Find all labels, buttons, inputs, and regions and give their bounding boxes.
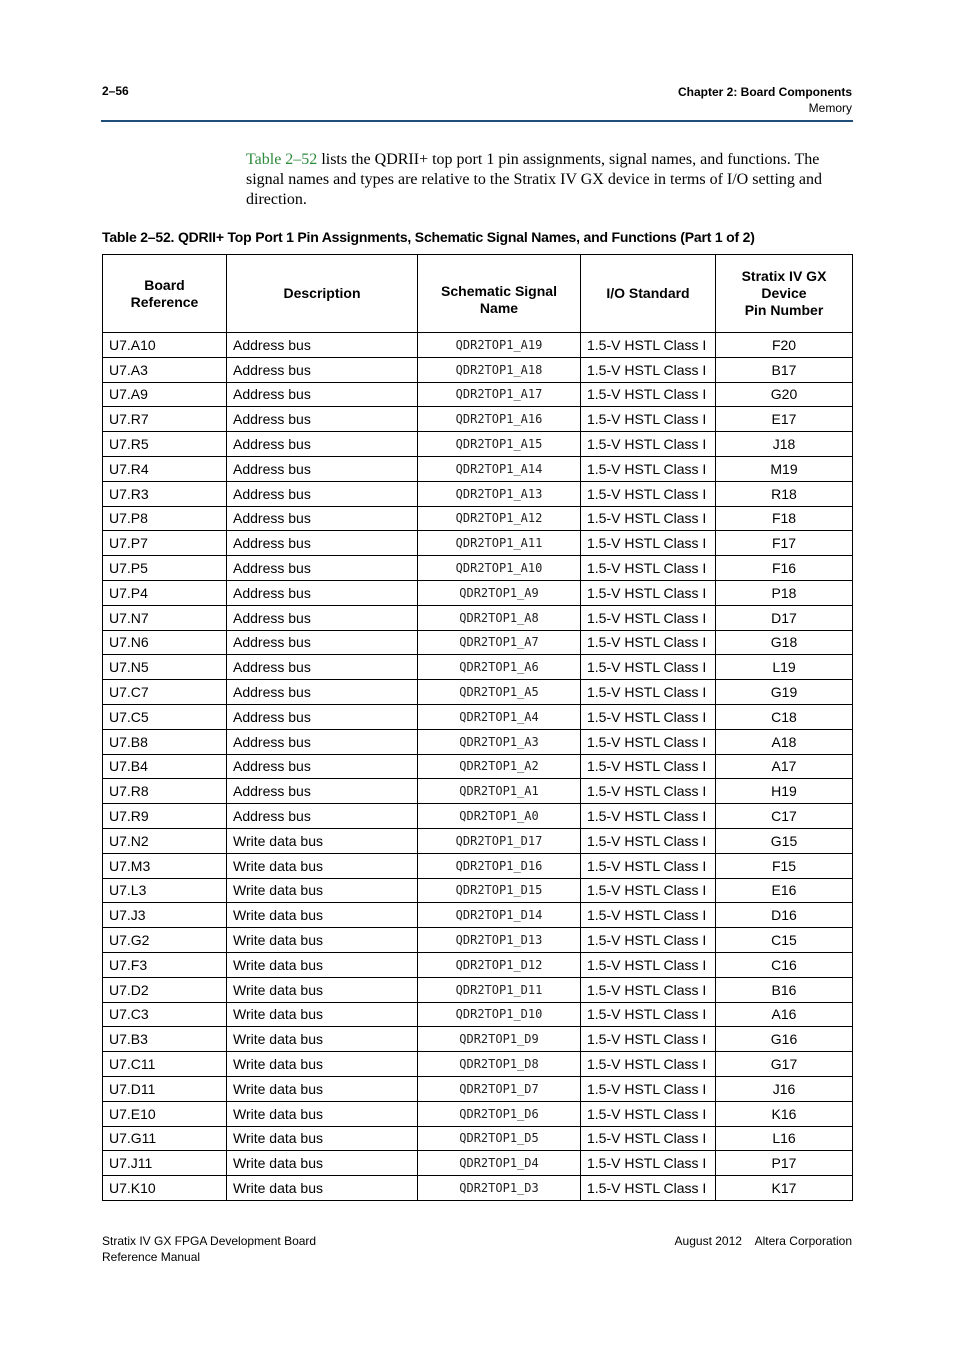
pin-number-cell: R18	[716, 481, 853, 506]
pin-number-cell: H19	[716, 779, 853, 804]
pin-number-cell: E17	[716, 407, 853, 432]
description-cell: Address bus	[227, 333, 418, 358]
io-standard-cell: 1.5-V HSTL Class I	[581, 580, 716, 605]
table-row	[103, 531, 853, 556]
table-row	[103, 729, 853, 754]
board-reference-cell: U7.R4	[103, 456, 227, 481]
table-row	[103, 878, 853, 903]
board-reference-cell: U7.D11	[103, 1076, 227, 1101]
pin-number-cell: C15	[716, 928, 853, 953]
signal-name-cell: QDR2TOP1_A4	[418, 704, 581, 729]
chapter-title: Chapter 2: Board Components	[677, 85, 852, 99]
description-cell: Write data bus	[227, 1126, 418, 1151]
pin-number-cell: C18	[716, 704, 853, 729]
table-row	[103, 1076, 853, 1101]
description-cell: Address bus	[227, 382, 418, 407]
io-standard-cell: 1.5-V HSTL Class I	[581, 903, 716, 928]
description-cell: Write data bus	[227, 1151, 418, 1176]
description-cell: Write data bus	[227, 952, 418, 977]
footer-date-company: August 2012 Altera Corporation	[674, 1234, 852, 1248]
pin-number-cell: A16	[716, 1002, 853, 1027]
table-row	[103, 680, 853, 705]
col-header-description: Description	[227, 255, 418, 333]
table-row	[103, 1126, 853, 1151]
pin-number-cell: A17	[716, 754, 853, 779]
io-standard-cell: 1.5-V HSTL Class I	[581, 977, 716, 1002]
intro-paragraph	[246, 150, 856, 210]
pin-number-cell: F15	[716, 853, 853, 878]
io-standard-cell: 1.5-V HSTL Class I	[581, 680, 716, 705]
table-row	[103, 481, 853, 506]
board-reference-cell: U7.D2	[103, 977, 227, 1002]
board-reference-cell: U7.N6	[103, 630, 227, 655]
board-reference-cell: U7.R8	[103, 779, 227, 804]
io-standard-cell: 1.5-V HSTL Class I	[581, 531, 716, 556]
col-header-board-reference: Board Reference	[103, 255, 227, 333]
pin-number-cell: G19	[716, 680, 853, 705]
io-standard-cell: 1.5-V HSTL Class I	[581, 729, 716, 754]
table-row	[103, 382, 853, 407]
io-standard-cell: 1.5-V HSTL Class I	[581, 704, 716, 729]
board-reference-cell: U7.C3	[103, 1002, 227, 1027]
table-row	[103, 853, 853, 878]
io-standard-cell: 1.5-V HSTL Class I	[581, 1151, 716, 1176]
description-cell: Write data bus	[227, 903, 418, 928]
description-cell: Write data bus	[227, 928, 418, 953]
board-reference-cell: U7.R5	[103, 432, 227, 457]
io-standard-cell: 1.5-V HSTL Class I	[581, 506, 716, 531]
signal-name-cell: QDR2TOP1_A10	[418, 556, 581, 581]
description-cell: Write data bus	[227, 1076, 418, 1101]
table-row	[103, 432, 853, 457]
table-body	[103, 333, 853, 1201]
pin-number-cell: J18	[716, 432, 853, 457]
table-row	[103, 357, 853, 382]
pin-number-cell: G18	[716, 630, 853, 655]
pin-number-cell: K17	[716, 1176, 853, 1201]
pin-number-cell: B17	[716, 357, 853, 382]
board-reference-cell: U7.L3	[103, 878, 227, 903]
signal-name-cell: QDR2TOP1_A17	[418, 382, 581, 407]
board-reference-cell: U7.P8	[103, 506, 227, 531]
board-reference-cell: U7.A10	[103, 333, 227, 358]
signal-name-cell: QDR2TOP1_A12	[418, 506, 581, 531]
io-standard-cell: 1.5-V HSTL Class I	[581, 952, 716, 977]
signal-name-cell: QDR2TOP1_A15	[418, 432, 581, 457]
table-row	[103, 1027, 853, 1052]
page-number: 2–56	[102, 84, 129, 98]
header-rule	[101, 120, 853, 122]
description-cell: Address bus	[227, 531, 418, 556]
signal-name-cell: QDR2TOP1_A6	[418, 655, 581, 680]
description-cell: Write data bus	[227, 1027, 418, 1052]
signal-name-cell: QDR2TOP1_A0	[418, 804, 581, 829]
description-cell: Address bus	[227, 506, 418, 531]
table-row	[103, 556, 853, 581]
pin-number-cell: P18	[716, 580, 853, 605]
signal-name-cell: QDR2TOP1_D15	[418, 878, 581, 903]
board-reference-cell: U7.C11	[103, 1052, 227, 1077]
board-reference-cell: U7.M3	[103, 853, 227, 878]
signal-name-cell: QDR2TOP1_D6	[418, 1101, 581, 1126]
table-row	[103, 977, 853, 1002]
board-reference-cell: U7.C5	[103, 704, 227, 729]
signal-name-cell: QDR2TOP1_A16	[418, 407, 581, 432]
description-cell: Address bus	[227, 481, 418, 506]
pin-number-cell: B16	[716, 977, 853, 1002]
table-row	[103, 704, 853, 729]
board-reference-cell: U7.R3	[103, 481, 227, 506]
description-cell: Write data bus	[227, 1176, 418, 1201]
signal-name-cell: QDR2TOP1_D4	[418, 1151, 581, 1176]
board-reference-cell: U7.J3	[103, 903, 227, 928]
pin-number-cell: P17	[716, 1151, 853, 1176]
io-standard-cell: 1.5-V HSTL Class I	[581, 407, 716, 432]
description-cell: Address bus	[227, 779, 418, 804]
signal-name-cell: QDR2TOP1_A3	[418, 729, 581, 754]
pin-number-cell: L16	[716, 1126, 853, 1151]
io-standard-cell: 1.5-V HSTL Class I	[581, 1126, 716, 1151]
io-standard-cell: 1.5-V HSTL Class I	[581, 1002, 716, 1027]
table-row	[103, 804, 853, 829]
board-reference-cell: U7.G11	[103, 1126, 227, 1151]
io-standard-cell: 1.5-V HSTL Class I	[581, 1052, 716, 1077]
pin-number-cell: C17	[716, 804, 853, 829]
board-reference-cell: U7.F3	[103, 952, 227, 977]
description-cell: Address bus	[227, 357, 418, 382]
io-standard-cell: 1.5-V HSTL Class I	[581, 357, 716, 382]
signal-name-cell: QDR2TOP1_D14	[418, 903, 581, 928]
description-cell: Address bus	[227, 456, 418, 481]
description-cell: Address bus	[227, 432, 418, 457]
table-cross-reference-link[interactable]: Table 2–52	[246, 151, 318, 168]
signal-name-cell: QDR2TOP1_D12	[418, 952, 581, 977]
table-row	[103, 1176, 853, 1201]
signal-name-cell: QDR2TOP1_D7	[418, 1076, 581, 1101]
description-cell: Address bus	[227, 407, 418, 432]
board-reference-cell: U7.A3	[103, 357, 227, 382]
io-standard-cell: 1.5-V HSTL Class I	[581, 333, 716, 358]
signal-name-cell: QDR2TOP1_A13	[418, 481, 581, 506]
table-row	[103, 506, 853, 531]
pin-assignment-table	[102, 254, 853, 1201]
signal-name-cell: QDR2TOP1_D3	[418, 1176, 581, 1201]
io-standard-cell: 1.5-V HSTL Class I	[581, 432, 716, 457]
description-cell: Address bus	[227, 680, 418, 705]
table-row	[103, 580, 853, 605]
board-reference-cell: U7.B4	[103, 754, 227, 779]
running-header	[678, 84, 852, 116]
signal-name-cell: QDR2TOP1_D16	[418, 853, 581, 878]
board-reference-cell: U7.R7	[103, 407, 227, 432]
pin-number-cell: G16	[716, 1027, 853, 1052]
board-reference-cell: U7.A9	[103, 382, 227, 407]
section-title: Memory	[808, 101, 852, 115]
pin-number-cell: E16	[716, 878, 853, 903]
table-caption: Table 2–52. QDRII+ Top Port 1 Pin Assignments, Schematic Signal Names, and Functions (Part 1 of 2)	[102, 229, 755, 245]
signal-name-cell: QDR2TOP1_D8	[418, 1052, 581, 1077]
board-reference-cell: U7.P4	[103, 580, 227, 605]
board-reference-cell: U7.N5	[103, 655, 227, 680]
description-cell: Write data bus	[227, 1052, 418, 1077]
description-cell: Write data bus	[227, 853, 418, 878]
io-standard-cell: 1.5-V HSTL Class I	[581, 779, 716, 804]
description-cell: Write data bus	[227, 828, 418, 853]
table-row	[103, 1151, 853, 1176]
signal-name-cell: QDR2TOP1_D17	[418, 828, 581, 853]
pin-number-cell: M19	[716, 456, 853, 481]
table-row	[103, 952, 853, 977]
table-row	[103, 655, 853, 680]
description-cell: Address bus	[227, 556, 418, 581]
description-cell: Address bus	[227, 754, 418, 779]
pin-number-cell: G15	[716, 828, 853, 853]
io-standard-cell: 1.5-V HSTL Class I	[581, 456, 716, 481]
signal-name-cell: QDR2TOP1_A5	[418, 680, 581, 705]
io-standard-cell: 1.5-V HSTL Class I	[581, 1176, 716, 1201]
pin-number-cell: F16	[716, 556, 853, 581]
description-cell: Address bus	[227, 630, 418, 655]
board-reference-cell: U7.P5	[103, 556, 227, 581]
table-row	[103, 828, 853, 853]
table-header-row	[103, 255, 853, 333]
io-standard-cell: 1.5-V HSTL Class I	[581, 655, 716, 680]
pin-number-cell: G20	[716, 382, 853, 407]
col-header-io-standard: I/O Standard	[581, 255, 716, 333]
io-standard-cell: 1.5-V HSTL Class I	[581, 878, 716, 903]
signal-name-cell: QDR2TOP1_A2	[418, 754, 581, 779]
signal-name-cell: QDR2TOP1_A9	[418, 580, 581, 605]
table-row	[103, 1052, 853, 1077]
pin-number-cell: K16	[716, 1101, 853, 1126]
footer-document-title	[102, 1233, 316, 1265]
table-row	[103, 928, 853, 953]
description-cell: Address bus	[227, 804, 418, 829]
table-row	[103, 779, 853, 804]
signal-name-cell: QDR2TOP1_A14	[418, 456, 581, 481]
table-row	[103, 407, 853, 432]
signal-name-cell: QDR2TOP1_D11	[418, 977, 581, 1002]
io-standard-cell: 1.5-V HSTL Class I	[581, 1027, 716, 1052]
signal-name-cell: QDR2TOP1_A11	[418, 531, 581, 556]
table-row	[103, 903, 853, 928]
io-standard-cell: 1.5-V HSTL Class I	[581, 481, 716, 506]
board-reference-cell: U7.G2	[103, 928, 227, 953]
description-cell: Address bus	[227, 580, 418, 605]
signal-name-cell: QDR2TOP1_D5	[418, 1126, 581, 1151]
pin-number-cell: A18	[716, 729, 853, 754]
pin-number-cell: G17	[716, 1052, 853, 1077]
description-cell: Write data bus	[227, 1002, 418, 1027]
board-reference-cell: U7.N2	[103, 828, 227, 853]
pin-number-cell: D17	[716, 605, 853, 630]
io-standard-cell: 1.5-V HSTL Class I	[581, 556, 716, 581]
footer-title-line2: Reference Manual	[102, 1250, 201, 1264]
board-reference-cell: U7.P7	[103, 531, 227, 556]
signal-name-cell: QDR2TOP1_D10	[418, 1002, 581, 1027]
pin-number-cell: J16	[716, 1076, 853, 1101]
col-header-pin-number: Stratix IV GX Device Pin Number	[716, 255, 853, 333]
io-standard-cell: 1.5-V HSTL Class I	[581, 853, 716, 878]
table-row	[103, 1002, 853, 1027]
table-row	[103, 456, 853, 481]
board-reference-cell: U7.R9	[103, 804, 227, 829]
board-reference-cell: U7.B3	[103, 1027, 227, 1052]
signal-name-cell: QDR2TOP1_A7	[418, 630, 581, 655]
description-cell: Address bus	[227, 704, 418, 729]
pin-number-cell: L19	[716, 655, 853, 680]
io-standard-cell: 1.5-V HSTL Class I	[581, 382, 716, 407]
board-reference-cell: U7.K10	[103, 1176, 227, 1201]
pin-number-cell: F18	[716, 506, 853, 531]
col-header-signal-name: Schematic Signal Name	[418, 255, 581, 333]
description-cell: Address bus	[227, 605, 418, 630]
board-reference-cell: U7.B8	[103, 729, 227, 754]
io-standard-cell: 1.5-V HSTL Class I	[581, 1076, 716, 1101]
signal-name-cell: QDR2TOP1_D9	[418, 1027, 581, 1052]
signal-name-cell: QDR2TOP1_A19	[418, 333, 581, 358]
board-reference-cell: U7.C7	[103, 680, 227, 705]
description-cell: Write data bus	[227, 1101, 418, 1126]
io-standard-cell: 1.5-V HSTL Class I	[581, 1101, 716, 1126]
signal-name-cell: QDR2TOP1_A1	[418, 779, 581, 804]
io-standard-cell: 1.5-V HSTL Class I	[581, 804, 716, 829]
intro-text: lists the QDRII+ top port 1 pin assignments, signal names, and functions. The signal names and types are relative to the Stratix IV GX device in terms of I/O setting and direction.	[246, 151, 822, 208]
table-row	[103, 754, 853, 779]
pin-number-cell: D16	[716, 903, 853, 928]
io-standard-cell: 1.5-V HSTL Class I	[581, 754, 716, 779]
table-row	[103, 1101, 853, 1126]
description-cell: Write data bus	[227, 878, 418, 903]
signal-name-cell: QDR2TOP1_A18	[418, 357, 581, 382]
pin-number-cell: F20	[716, 333, 853, 358]
description-cell: Address bus	[227, 655, 418, 680]
io-standard-cell: 1.5-V HSTL Class I	[581, 605, 716, 630]
table-row	[103, 605, 853, 630]
footer-title-line1: Stratix IV GX FPGA Development Board	[102, 1234, 317, 1248]
table-row	[103, 333, 853, 358]
board-reference-cell: U7.E10	[103, 1101, 227, 1126]
description-cell: Address bus	[227, 729, 418, 754]
signal-name-cell: QDR2TOP1_D13	[418, 928, 581, 953]
description-cell: Write data bus	[227, 977, 418, 1002]
signal-name-cell: QDR2TOP1_A8	[418, 605, 581, 630]
io-standard-cell: 1.5-V HSTL Class I	[581, 828, 716, 853]
pin-number-cell: F17	[716, 531, 853, 556]
io-standard-cell: 1.5-V HSTL Class I	[581, 928, 716, 953]
table-row	[103, 630, 853, 655]
io-standard-cell: 1.5-V HSTL Class I	[581, 630, 716, 655]
board-reference-cell: U7.N7	[103, 605, 227, 630]
board-reference-cell: U7.J11	[103, 1151, 227, 1176]
pin-number-cell: C16	[716, 952, 853, 977]
